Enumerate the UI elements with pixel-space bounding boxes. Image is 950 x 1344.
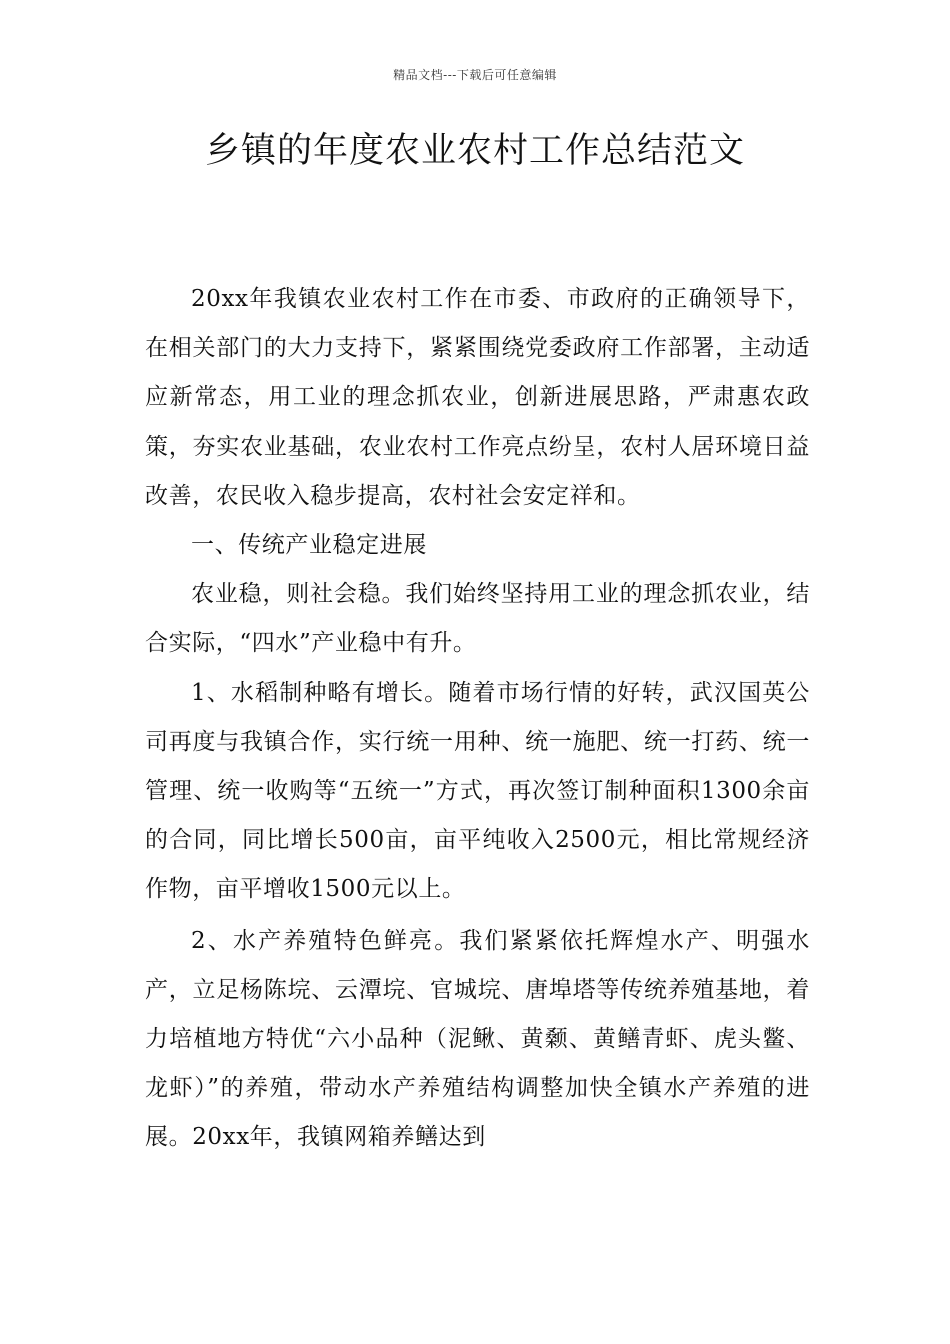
header-note: 精品文档---下载后可任意编辑 bbox=[393, 68, 557, 82]
section-heading-1: 一、传统产业稳定进展 bbox=[191, 532, 427, 559]
document-title: 乡镇的年度农业农村工作总结范文 bbox=[204, 131, 745, 171]
paragraph-intro: 20xx年我镇农业农村工作在市委、市政府的正确领导下，在相关部门的大力支持下，紧紧围绕党委政府工作部署，主动适应新常态，用工业的理念抓农业，创新进展思路，严肃惠农政策，夯实农业基础，农业农村工作亮点纷呈，农村人居环境日益改善，农民收入稳步提高，农村社会安定祥和。 bbox=[145, 286, 810, 509]
paragraph-aquaculture: 2、水产养殖特色鲜亮。我们紧紧依托辉煌水产、明强水产，立足杨陈垸、云潭垸、官城垸、唐埠塔等传统养殖基地，着力培植地方特优“六小品种（泥鳅、黄颡、黄鳝青虾、虎头鳖、龙虾）”的养殖，带动水产养殖结构调整加快全镇水产养殖的进展。20xx年，我镇网箱养鳝达到 bbox=[145, 927, 810, 1151]
paragraph-agriculture: 农业稳，则社会稳。我们始终坚持用工业的理念抓农业，结合实际，“四水”产业稳中有升。 bbox=[145, 581, 810, 657]
paragraph-rice-seed: 1、水稻制种略有增长。随着市场行情的好转，武汉国英公司再度与我镇合作，实行统一用种、统一施肥、统一打药、统一管理、统一收购等“五统一”方式，再次签订制种面积1300余亩的合同，同比增长500亩，亩平纯收入2500元，相比常规经济作物，亩平增收1500元以上。 bbox=[145, 679, 810, 903]
document-body bbox=[145, 275, 810, 1163]
